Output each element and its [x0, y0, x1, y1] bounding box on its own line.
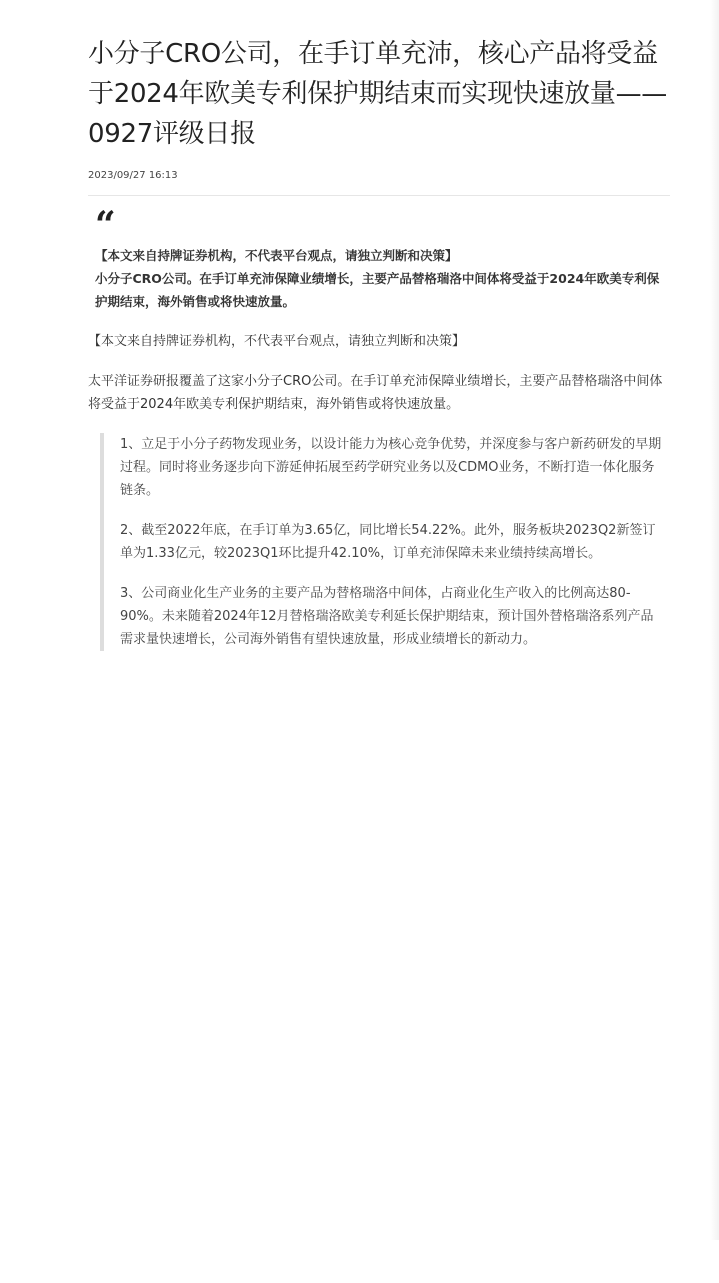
- scrollbar-track[interactable]: [710, 0, 719, 1240]
- quote-icon: “: [95, 210, 113, 236]
- title-divider: [88, 195, 670, 196]
- key-points-blockquote: [100, 433, 670, 651]
- key-point: 1、立足于小分子药物发现业务，以设计能力为核心竞争优势，并深度参与客户新药研发的早期过程。同时将业务逐步向下游延伸拓展至药学研究业务以及CDMO业务，不断打造一体化服务链条。: [120, 437, 662, 498]
- disclaimer-paragraph: 【本文来自持牌证券机构，不代表平台观点，请独立判断和决策】: [88, 334, 466, 349]
- key-point: 3、公司商业化生产业务的主要产品为替格瑞洛中间体，占商业化生产收入的比例高达80-90%。未来随着2024年12月替格瑞洛欧美专利延长保护期结束，预计国外替格瑞洛系列产品需求量快速增长，公司海外销售有望快速放量，形成业绩增长的新动力。: [120, 586, 654, 647]
- publish-date: 2023/09/27 16:13: [88, 170, 178, 181]
- article: [88, 34, 670, 651]
- summary-body: 小分子CRO公司。在手订单充沛保障业绩增长，主要产品替格瑞洛中间体将受益于2024年欧美专利保护期结束，海外销售或将快速放量。: [95, 271, 660, 309]
- summary-text: [95, 244, 670, 313]
- key-point: 2、截至2022年底，在手订单为3.65亿，同比增长54.22%。此外，服务板块2023Q2新签订单为1.33亿元，较2023Q1环比提升42.10%，订单充沛保障未来业绩持续高增长。: [120, 523, 656, 561]
- summary-disclaimer: 【本文来自持牌证券机构，不代表平台观点，请独立判断和决策】: [95, 248, 458, 263]
- article-summary: [88, 210, 670, 313]
- intro-paragraph: 太平洋证券研报覆盖了这家小分子CRO公司。在手订单充沛保障业绩增长，主要产品替格瑞洛中间体将受益于2024年欧美专利保护期结束，海外销售或将快速放量。: [88, 374, 663, 412]
- article-title: 小分子CRO公司，在手订单充沛，核心产品将受益于2024年欧美专利保护期结束而实现快速放量——0927评级日报: [88, 39, 667, 149]
